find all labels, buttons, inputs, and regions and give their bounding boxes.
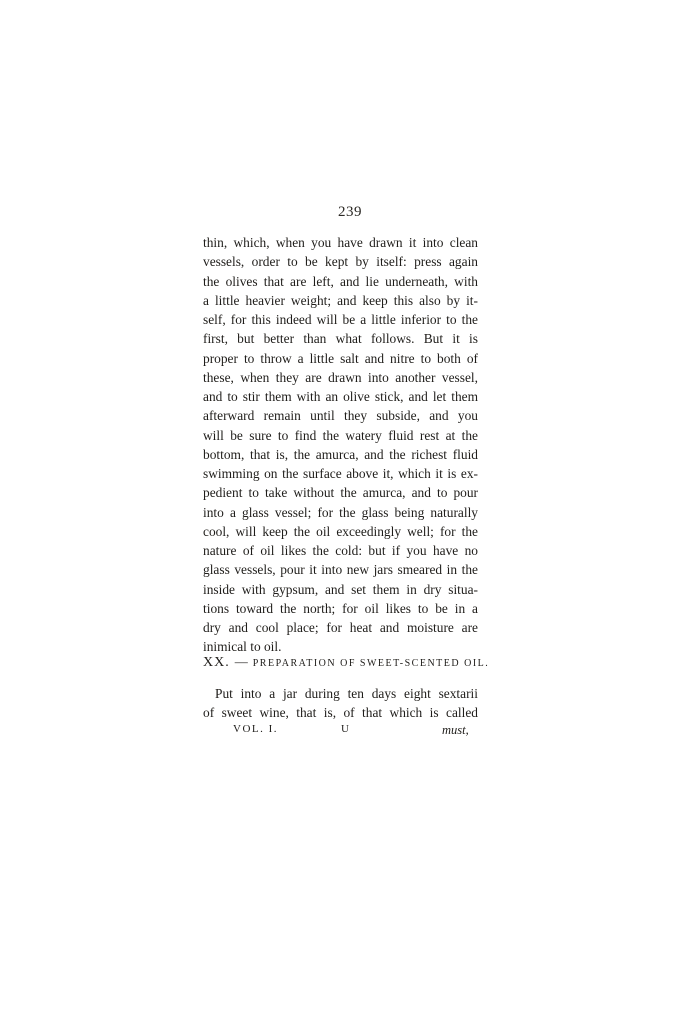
text-line: thin, which, when you have drawn it into clean	[203, 235, 478, 250]
page-footer	[0, 723, 700, 743]
text-line: and to stir them with an olive stick, and let them	[203, 389, 478, 404]
text-line: tions toward the north; for oil likes to be in a	[203, 600, 478, 616]
section-title: PREPARATION OF SWEET-SCENTED OIL.	[252, 658, 490, 669]
section-dash: —	[234, 654, 248, 669]
second-paragraph	[203, 684, 478, 723]
text-line: will be sure to find the watery fluid rest at the	[203, 427, 478, 443]
text-line: pedient to take without the amurca, and to pour	[203, 485, 478, 501]
text-line: of sweet wine, that is, of that which is called	[203, 705, 478, 721]
text-line: bottom, that is, the amurca, and the richest fluid	[203, 446, 478, 462]
text-line: inside with gypsum, and set them in dry situa-	[203, 581, 478, 597]
text-line: vessels, order to be kept by itself: press again	[203, 254, 478, 270]
text-line: first, but better than what follows. But it is	[203, 331, 478, 347]
body-paragraph	[203, 233, 478, 657]
volume-label: VOL. I.	[233, 723, 279, 735]
section-heading	[203, 652, 490, 674]
page-number: 239	[338, 204, 362, 220]
section-number: XX.	[203, 655, 230, 670]
text-line: into a glass vessel; for the glass being naturally	[203, 504, 478, 520]
text-line: proper to throw a little salt and nitre to both of	[203, 350, 478, 366]
text-line: Put into a jar during ten days eight sextarii	[215, 686, 478, 701]
catchword: must,	[442, 723, 469, 737]
text-line: dry and cool place; for heat and moisture are	[203, 620, 478, 635]
text-line: cool, will keep the oil exceedingly well; for the	[203, 523, 478, 539]
text-line: a little heavier weight; and keep this also by it-	[203, 292, 478, 308]
text-line: self, for this indeed will be a little inferior to the	[203, 312, 478, 327]
text-line: glass vessels, pour it into new jars smeared in the	[203, 562, 478, 578]
text-line: nature of oil likes the cold: but if you have no	[203, 543, 478, 558]
text-line: the olives that are left, and lie underneath, with	[203, 273, 478, 289]
text-line: these, when they are drawn into another vessel,	[203, 369, 478, 385]
text-line: swimming on the surface above it, which it is ex-	[203, 466, 478, 481]
signature-mark: U	[341, 723, 350, 735]
text-line: inimical to oil.	[203, 639, 282, 655]
text-line: afterward remain until they subside, and you	[203, 408, 478, 424]
